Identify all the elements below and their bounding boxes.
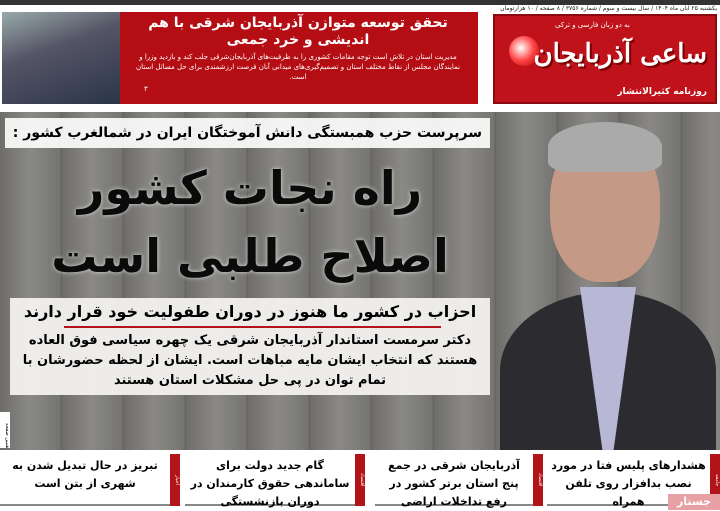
section-label: اخبار	[170, 454, 180, 506]
section-label: اقتصاد	[355, 454, 365, 506]
headline-line-1: راه نجات کشور	[77, 161, 423, 215]
masthead-logo: ساعی آذربایجان	[533, 39, 707, 69]
bottom-stories	[0, 450, 720, 511]
banner-page-ref: ۳	[144, 85, 148, 93]
jostar-tag: جستار	[668, 494, 720, 510]
interviewee-photo	[500, 112, 716, 450]
section-label: جامعه	[710, 454, 720, 506]
masthead-languages: به دو زبان فارسی و ترکی	[555, 21, 630, 29]
headline-line-2: اصلاح طلبی است	[51, 229, 449, 283]
masthead-subtitle: روزنامه کثیرالانتشار	[617, 87, 707, 97]
story-title: گام جدید دولت برای ساماندهی حقوق کارمندان در دوران بازنشستگی	[190, 459, 350, 508]
main-story	[0, 112, 720, 450]
bottom-story[interactable]	[185, 454, 365, 506]
page-ref: همین صفحه	[0, 412, 10, 448]
dateline: یکشنبه ۲۵ آبان ماه ۱۴۰۴ / سال بیست و سوم / شماره ۳۷۵۶ / ۸ صفحه / ۱۰ هزارتومان	[500, 5, 717, 12]
masthead	[493, 14, 717, 104]
subheadline: احزاب در کشور ما هنوز در دوران طفولیت خود قرار دارند	[23, 302, 477, 321]
bottom-story[interactable]	[0, 454, 180, 506]
banner-headline: تحقق توسعه متوازن آذربایجان شرقی با هم اندیشی و خرد جمعی	[148, 15, 448, 48]
story-title: آذربایجان شرقی در جمع پنج استان برتر کشور در رفع تداخلات اراضی	[388, 459, 520, 508]
lead-text: دکتر سرمست استاندار آذربایجان شرقی یک چهره سیاسی فوق العاده هستند که انتخاب ایشان مایه مباهات است. ایشان از لحظه حضورشان با تمام توان در پی حل مشکلات استان هستند	[22, 333, 478, 388]
top-banner-story[interactable]	[2, 12, 478, 104]
story-title: تبریز در حال تبدیل شدن به شهری از بتن است	[12, 459, 158, 490]
banner-body: مدیریت استان در تلاش است توجه مقامات کشوری را به ظرفیت‌های آذربایجان‌شرقی جلب کند و بازدید وزرا و نمایندگان مجلس از نقاط مختلف استان و تصمیم‌گیری‌های میدانی آنان فرصت ارزشمندی برای حل مسائل استان است.	[136, 53, 460, 81]
bottom-story[interactable]	[375, 454, 543, 506]
kicker: سرپرست حزب همبستگی دانش آموختگان ایران در شمالغرب کشور :	[5, 118, 490, 148]
subhead-box	[10, 298, 490, 395]
story-title: هشدارهای پلیس فتا در مورد نصب بدافزار روی تلفن همراه	[551, 459, 706, 508]
official-photo	[2, 12, 120, 104]
divider	[64, 326, 441, 328]
section-label: اقتصاد	[533, 454, 543, 506]
